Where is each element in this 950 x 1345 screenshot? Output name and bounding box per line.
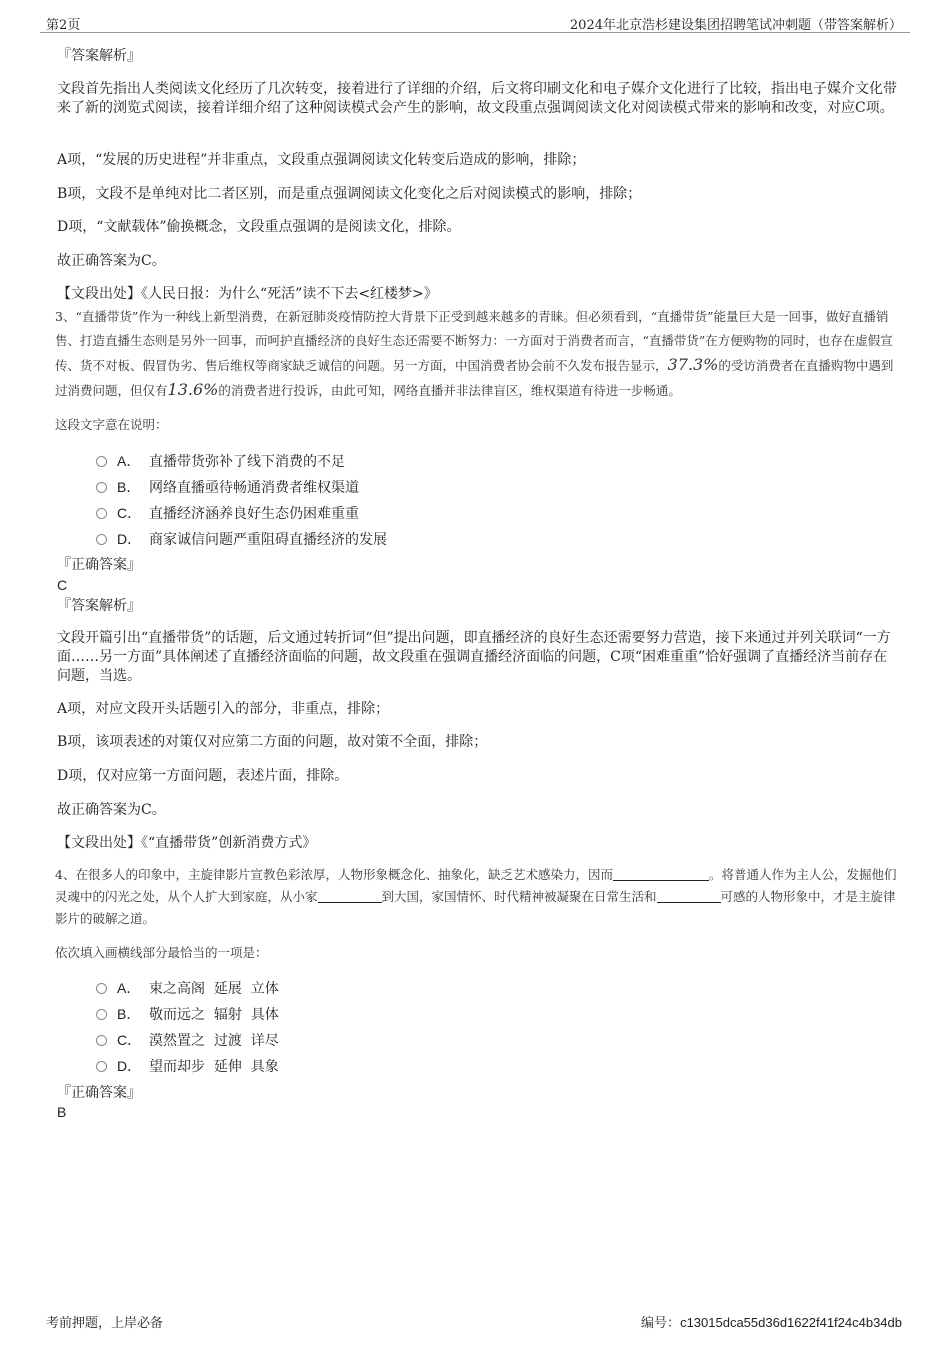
- q2-source: 【文段出处】《人民日报：为什么“死活”读不下去<红楼梦>》: [57, 286, 438, 302]
- footer-slogan: 考前押题，上岸必备: [46, 1316, 164, 1331]
- q3-analysis-label: 『答案解析』: [57, 598, 141, 614]
- q3-question-text: 3、“直播带货”作为一种线上新型消费，在新冠肺炎疫情防控大背景下正受到越来越多的青睐。但必须看到，“直播带货”能量巨大是一回事，做好直播销售、打造直播生态则是另外一回事，而呵护直播经济的良好生态还需要不断努力：一方面对于消费者而言，“直播带货”在方便购物的同时，也存在虚假宣传、货不对板、假冒伪劣、售后维权等商家缺乏诚信的问题。另一方面，中国消费者协会前不久发布报告显示，37.3%的受访消费者在直播购物中遇到过消费问题，但仅有13.6%的消费者进行投诉，由此可知，网络直播并非法律盲区，维权渠道有待进一步畅通。: [55, 309, 894, 399]
- q3-answer: C: [57, 577, 68, 593]
- q2-option-d-note: D项，“文献载体”偷换概念，文段重点强调的是阅读文化，排除。: [57, 219, 461, 235]
- q3-percent-2: 13.6%: [167, 380, 219, 399]
- q3-conclusion: 故正确答案为C。: [57, 802, 166, 818]
- q3-option-a-note: A项，对应文段开头话题引入的部分，非重点，排除；: [57, 701, 390, 717]
- radio-icon[interactable]: [96, 1035, 107, 1046]
- q4-option-c[interactable]: C． 漠然置之 过渡 详尽: [96, 1030, 279, 1050]
- radio-icon[interactable]: [96, 482, 107, 493]
- q2-option-a-note: A项，“发展的历史进程”并非重点，文段重点强调阅读文化转变后造成的影响，排除；: [57, 152, 586, 168]
- radio-icon[interactable]: [96, 983, 107, 994]
- q4-answer: B: [57, 1104, 67, 1120]
- q3-option-d-note: D项，仅对应第一方面问题，表述片面，排除。: [57, 768, 349, 784]
- q3-source: 【文段出处】《“直播带货”创新消费方式》: [57, 835, 317, 851]
- document-title: 2024年北京浩杉建设集团招聘笔试冲刺题（带答案解析）: [569, 18, 902, 33]
- q4-option-b[interactable]: B． 敬而远之 辐射 具体: [96, 1004, 279, 1024]
- q2-analysis-text: 文段首先指出人类阅读文化经历了几次转变，接着进行了详细的介绍，后文将印刷文化和电子媒介文化进行了比较，指出电子媒介文化带来了新的浏览式阅读，接着详细介绍了这种阅读模式会产生的影响，故文段重点强调阅读文化对阅读模式带来的影响和改变，对应C项。: [57, 81, 897, 116]
- q3-option-b[interactable]: B． 网络直播亟待畅通消费者维权渠道: [96, 477, 359, 497]
- q3-option-b-note: B项，该项表述的对策仅对应第二方面的问题，故对策不全面，排除；: [57, 734, 488, 750]
- q2-option-b-note: B项，文段不是单纯对比二者区别，而是重点强调阅读文化变化之后对阅读模式的影响，排除；: [57, 186, 642, 202]
- fill-blank-2[interactable]: [318, 890, 382, 903]
- q3-option-a[interactable]: A． 直播带货弥补了线下消费的不足: [96, 451, 345, 471]
- q4-option-a[interactable]: A． 束之高阁 延展 立体: [96, 978, 279, 998]
- page-number: 第2页: [46, 18, 81, 33]
- q4-option-d[interactable]: D． 望而却步 延伸 具象: [96, 1056, 279, 1076]
- q3-prompt: 这段文字意在说明：: [55, 417, 168, 432]
- q2-analysis-label: 『答案解析』: [57, 48, 141, 64]
- page-header: [40, 14, 910, 33]
- q3-analysis-text: 文段开篇引出“直播带货”的话题，后文通过转折词“但”提出问题，即直播经济的良好生态还需要努力营造，接下来通过并列关联词“一方面……另一方面”具体阐述了直播经济面临的问题，故文段重在强调直播经济面临的问题，C项“困难重重”恰好强调了直播经济当前存在问题，当选。: [57, 630, 891, 684]
- q2-conclusion: 故正确答案为C。: [57, 253, 166, 269]
- radio-icon[interactable]: [96, 508, 107, 519]
- q3-percent-1: 37.3%: [667, 355, 719, 374]
- fill-blank-1[interactable]: [613, 868, 709, 881]
- radio-icon[interactable]: [96, 534, 107, 545]
- q3-answer-label: 『正确答案』: [57, 557, 141, 573]
- fill-blank-3[interactable]: [657, 890, 721, 903]
- q4-answer-label: 『正确答案』: [57, 1085, 141, 1101]
- q4-question-text: 4、在很多人的印象中，主旋律影片宣教色彩浓厚，人物形象概念化、抽象化，缺乏艺术感染力，因而 。将普通人作为主人公，发掘他们灵魂中的闪光之处，从个人扩大到家庭，从小家 到大国，家国情怀、时代精神被凝聚在日常生活和 可感的人物形象中，才是主旋律影片的破解之道。: [55, 867, 897, 926]
- radio-icon[interactable]: [96, 1009, 107, 1020]
- document-code: 编号：c13015dca55d36d1622f41f24c4b34db: [641, 1315, 902, 1331]
- radio-icon[interactable]: [96, 1061, 107, 1072]
- q4-prompt: 依次填入画横线部分最恰当的一项是：: [55, 945, 268, 960]
- q3-option-d[interactable]: D． 商家诚信问题严重阻碍直播经济的发展: [96, 529, 387, 549]
- q3-option-c[interactable]: C． 直播经济涵养良好生态仍困难重重: [96, 503, 359, 523]
- radio-icon[interactable]: [96, 456, 107, 467]
